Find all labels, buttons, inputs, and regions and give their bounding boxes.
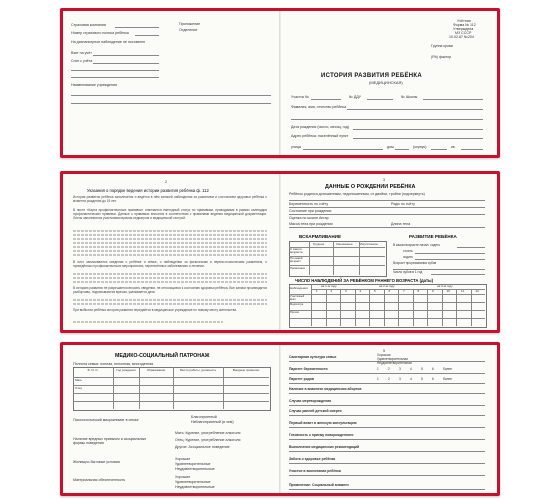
rule xyxy=(71,103,271,104)
instructions-paragraph-2: В листе «Карта профилактических прививок» отмечается ежегодный статус по прививкам, проводимым в рамках календаря профилактических прививок. Данные о прививках вносятся в соответствии с правилами ведения медицинской документации. Листы заполняются участковым врачом-педиатром и медицинской сестрой. xyxy=(73,208,267,221)
document-title: ИСТОРИЯ РАЗВИТИЯ РЕБЁНКА xyxy=(321,73,422,79)
order-date: 10.02.87 №204 xyxy=(449,35,474,39)
development-title: РАЗВИТИЕ РЕБЁНКА xyxy=(409,234,457,239)
observation-month: 7 xyxy=(403,289,405,293)
birth-line-1: Ребёнок родился доношенным, недоношенным, от двойни, тройни (подчеркнуть) xyxy=(289,192,425,196)
birth-line-5: Оценка по шкале Апгар xyxy=(289,216,329,220)
observation-row-label: Наблюдения xyxy=(290,286,308,290)
rule xyxy=(353,129,483,130)
rule xyxy=(289,463,485,464)
patronage-item-label: Паритет родов xyxy=(289,377,314,381)
rh-label: (Rh) фактор xyxy=(431,55,452,59)
taken-label: Взят на учёт xyxy=(71,51,92,55)
text-block xyxy=(73,242,267,244)
text-block xyxy=(73,254,267,256)
parity-number: 6 xyxy=(432,377,434,381)
patronage-item-label: Паритет беременности xyxy=(289,367,328,371)
document-subtitle: (МЕДИЦИНСКАЯ) xyxy=(369,80,403,85)
climate-option-2: Неблагоприятный (в чем) xyxy=(191,420,234,424)
rule xyxy=(289,439,485,440)
rule xyxy=(289,489,485,490)
rule xyxy=(461,149,483,150)
spread3-left-page xyxy=(63,345,279,493)
text-block xyxy=(73,281,267,283)
rule xyxy=(353,138,483,139)
family-row-label: Мать xyxy=(75,378,83,382)
instructions-paragraph-4: В историю развития не разрешается вносить сведения, не относящиеся к состоянию здоровья ребёнка. Все записи производятся разборчиво, подписываются врачом, указывается дата. xyxy=(73,286,267,295)
text-block xyxy=(73,321,223,323)
patronage-item-label: Выполнение медицинских рекомендаций xyxy=(289,445,360,449)
rule xyxy=(291,119,483,120)
form-code: Форма № 112 xyxy=(453,23,476,27)
note-climate: Психологический микроклимат в семье xyxy=(73,418,139,422)
rule xyxy=(73,385,269,386)
rule xyxy=(289,207,485,208)
housing-option-2: Удовлетворительные xyxy=(175,462,211,466)
text-block xyxy=(73,277,267,279)
observation-row-label: Участковый врач xyxy=(290,295,305,302)
feeding-title: ВСКАРМЛИВАНИЕ xyxy=(299,234,342,239)
note-housing: Жилищно-бытовые условия xyxy=(73,460,120,464)
rule xyxy=(289,227,485,228)
feeding-col-artificial: Искусственное xyxy=(360,242,378,246)
field-kv: кв. xyxy=(451,145,456,149)
rule xyxy=(289,427,485,428)
parity-number: 5 xyxy=(421,367,423,371)
parity-number: 2 xyxy=(388,367,390,371)
observation-month: 6 xyxy=(388,289,391,293)
note-material: Материальная обеспеченность xyxy=(73,478,126,482)
field-name: Фамилия, имя, отчество ребёнка xyxy=(291,105,347,109)
rule xyxy=(415,259,485,260)
feeding-col-breast: Грудное xyxy=(313,241,325,246)
parity-number: 3 xyxy=(399,377,401,381)
rule xyxy=(289,294,485,295)
rule xyxy=(73,393,269,394)
text-block xyxy=(73,246,267,248)
rule xyxy=(71,95,271,96)
rule xyxy=(289,265,385,266)
material-option-2: Удовлетворительные xyxy=(175,480,211,484)
observation-month: 4 xyxy=(359,289,362,293)
birth-line-2: Беременность по счёту xyxy=(289,202,329,206)
text-block xyxy=(73,303,267,305)
observations-title: ЧИСЛО НАБЛЮДЕНИЙ ЗА РЕБЁНКОМ РАННЕГО ВОЗРАСТА (даты) xyxy=(295,278,433,283)
rule xyxy=(73,377,269,378)
rule xyxy=(135,35,159,36)
field-street: улица xyxy=(291,145,301,149)
observation-year-header: на 2-м году xyxy=(379,284,395,288)
patronage-title: МЕДИКО-СОЦИАЛЬНЫЙ ПАТРОНАЖ xyxy=(115,353,210,359)
rule xyxy=(289,393,485,394)
rule xyxy=(311,284,312,326)
feeding-col-mixed: Смешанное xyxy=(336,241,353,246)
observation-year-header: на 3-м году xyxy=(437,284,453,288)
observation-row-label: Прочие xyxy=(290,311,299,314)
rule xyxy=(71,77,159,78)
booklet-spread-3 xyxy=(60,342,500,496)
rule xyxy=(457,247,485,248)
stamp-code: Отделение xyxy=(179,28,198,32)
rule xyxy=(303,149,383,150)
page-number: 3 xyxy=(383,178,385,182)
field-uchastok: Участок № xyxy=(291,95,309,99)
rule xyxy=(289,373,485,374)
spread1-left-page xyxy=(63,11,279,155)
parity-number: 4 xyxy=(410,367,412,371)
rule xyxy=(415,253,485,254)
parity-number: более xyxy=(443,377,452,381)
rule xyxy=(289,383,485,384)
culture-option: Хорошая xyxy=(377,353,391,357)
form-name: Учётная xyxy=(457,19,471,23)
observation-month: 8 xyxy=(417,289,420,293)
ministry: МЗ СССР xyxy=(455,31,472,35)
policy-label: Номер страхового полиса ребёнка xyxy=(71,31,129,35)
material-option-1: Хорошие xyxy=(175,475,191,479)
parity-number: 5 xyxy=(421,377,423,381)
patronage-item-label: Участие в воспитании ребёнка xyxy=(289,469,341,473)
text-block xyxy=(73,234,267,236)
housing-option-3: Неудовлетворительные xyxy=(175,467,215,471)
insurance-label: Страховая компания xyxy=(71,23,106,27)
rule xyxy=(289,475,485,476)
culture-option: Удовлетворительная xyxy=(377,357,408,361)
institution-label: Наименование учреждения xyxy=(71,83,117,87)
rule xyxy=(93,55,159,56)
parity-number: 6 xyxy=(432,367,434,371)
spread2-left-page xyxy=(63,174,279,330)
family-column-header: Год рождения xyxy=(116,368,136,372)
field-dob: Дата рождения (число, месяц, год) xyxy=(291,125,350,129)
parity-number: более xyxy=(443,367,452,371)
material-option-3: Неудовлетворительные xyxy=(175,485,215,489)
instructions-title: Указания о порядке ведения истории развития ребёнка ф. 112 xyxy=(87,188,209,193)
family-table xyxy=(73,367,271,411)
observation-month: 1 xyxy=(316,289,318,293)
rule xyxy=(71,70,159,71)
observation-month: 9 xyxy=(432,289,434,293)
rule xyxy=(73,401,269,402)
rule xyxy=(113,367,114,409)
parity-number: 1 xyxy=(377,367,379,371)
text-block xyxy=(73,273,267,275)
patronage-item-label: Санитарная культура семьи xyxy=(289,355,337,359)
climate-option-1: Благоприятный xyxy=(191,415,217,419)
observation-month: 12 xyxy=(475,289,479,293)
instructions-paragraph-1: История развития ребёнка заполняется и ведётся в нём записей наблюдения за развитием и состоянием здоровья ребёнка с момента рождения до 15 лет. xyxy=(73,195,267,204)
rule xyxy=(289,214,485,215)
rule xyxy=(311,99,341,100)
habits-option-1: Мать: Курение, употребление алкоголя xyxy=(175,431,241,435)
family-column-header: Место работы, должность xyxy=(179,368,217,372)
rule xyxy=(289,415,485,416)
patronage-item-label: Готовность к приему новорожденного xyxy=(289,433,354,437)
rule xyxy=(423,99,483,100)
family-row-label: Отец xyxy=(75,386,83,390)
rule xyxy=(173,367,174,409)
field-ddu: № ДДУ xyxy=(349,95,362,99)
dev-line-5: Число зубов в 1 год xyxy=(393,270,423,274)
feeding-row-to: По какой возраст xyxy=(290,256,303,264)
field-address: Адрес ребёнка: населённый пункт xyxy=(291,134,349,138)
field-school: № Школы xyxy=(401,95,418,99)
dev-line-3: ходить xyxy=(403,255,414,259)
booklet-spread-1 xyxy=(60,8,500,158)
dev-line-4: Возраст прорезывания зубов xyxy=(393,261,437,265)
family-completeness: Полнота семьи: полная, неполная, многодетная xyxy=(73,362,154,366)
birth-data-title: ДАННЫЕ О РОЖДЕНИИ РЕБЁНКА xyxy=(325,184,416,190)
field-korpus: (корпус) xyxy=(413,145,427,149)
feeding-row-note: Примечание xyxy=(290,267,306,270)
rule xyxy=(115,27,159,28)
observation-month: 2 xyxy=(330,289,333,293)
removed-label: Снят с учёта xyxy=(71,59,93,63)
rule xyxy=(289,302,485,303)
page-number: 2 xyxy=(165,180,167,184)
note-habits: Наличие вредных привычек и асоциальные формы поведения xyxy=(73,437,147,446)
rule xyxy=(431,274,485,275)
text-block xyxy=(73,299,267,301)
page-number: 5 xyxy=(383,349,385,353)
parity-number: 1 xyxy=(377,377,379,381)
observation-month: 11 xyxy=(461,289,465,293)
text-block xyxy=(73,238,267,240)
patronage-item-label: Забота о здоровье ребёнка xyxy=(289,457,336,461)
stamp-label: Приложение xyxy=(179,22,201,26)
field-house: дом xyxy=(387,145,394,149)
rule xyxy=(289,451,485,452)
patronage-item-label: Первый визит в женскую консультацию xyxy=(289,421,357,425)
rule xyxy=(367,99,393,100)
housing-option-1: Хорошие xyxy=(175,457,191,461)
feeding-row-from: С какого возраста xyxy=(290,247,303,255)
spread2-right-page xyxy=(281,174,497,330)
rule xyxy=(289,200,485,201)
patronage-item-label: Наличие в анамнезе медицинских абортов xyxy=(289,387,362,391)
parity-number: 3 xyxy=(399,367,401,371)
rule xyxy=(223,367,224,409)
rule xyxy=(289,310,485,311)
family-column-header: Ф. И. О. xyxy=(87,368,99,372)
observation-year-header: на 1-м году xyxy=(321,284,337,288)
rule xyxy=(347,109,483,110)
rule xyxy=(289,318,485,319)
rule xyxy=(431,149,447,150)
observation-month: 5 xyxy=(374,289,376,293)
observation-month: 3 xyxy=(345,289,347,293)
instructions-paragraph-3: В лист записываются сведения о ребёнке и семье, о наблюдении за физическим и нервно-психическим развитием, о проведённых профилактических мероприятиях, перенесённых заболеваниях и лечении. xyxy=(73,260,267,269)
dispensary-label: На диспансерное наблюдение не поставлен xyxy=(71,40,146,44)
text-block xyxy=(73,230,267,232)
culture-option: Неудовлетворительная xyxy=(377,361,412,365)
birth-line-4: Состояние при рождении xyxy=(289,209,332,213)
dev-line-1: В каком возрасте начал: сидеть xyxy=(393,243,441,247)
rule xyxy=(395,149,409,150)
observation-month: 10 xyxy=(446,289,450,293)
spread3-right-page xyxy=(281,345,497,493)
habits-option-3: Другие: Асоциальное поведение xyxy=(175,445,230,449)
spread1-right-page xyxy=(281,11,497,155)
rule xyxy=(93,63,159,64)
dev-line-2: стоять xyxy=(403,249,413,253)
birth-line-3: Роды по счёту xyxy=(391,202,415,206)
observation-row-label: Медсестра xyxy=(290,303,304,306)
rule xyxy=(139,367,140,409)
text-block xyxy=(73,250,267,252)
rule xyxy=(311,289,485,290)
approved: Утверждена xyxy=(453,27,474,31)
instructions-paragraph-5: При выбытии ребёнка история развития передаётся в медицинское учреждение по новому месту жительства. xyxy=(73,308,237,312)
patronage-item-label: Случаи ранней детской смерти xyxy=(289,409,342,413)
parity-number: 2 xyxy=(388,377,390,381)
birth-line-6: Масса тела при рождении xyxy=(289,222,333,226)
parity-number: 4 xyxy=(410,377,412,381)
family-column-header: Вредные привычки xyxy=(232,368,260,372)
habits-option-2: Отец: Курение, употребление алкоголя xyxy=(175,438,241,442)
patronage-item-label: Случаи мертворождения xyxy=(289,399,332,403)
birth-line-7: Длина тела xyxy=(391,222,411,226)
patronage-item-label: Применение: Социальный анамнез xyxy=(289,483,349,487)
blood-group-label: Группа крови xyxy=(431,44,453,48)
booklet-spread-2 xyxy=(60,171,500,333)
family-column-header: Образование xyxy=(146,368,166,372)
rule xyxy=(289,405,485,406)
